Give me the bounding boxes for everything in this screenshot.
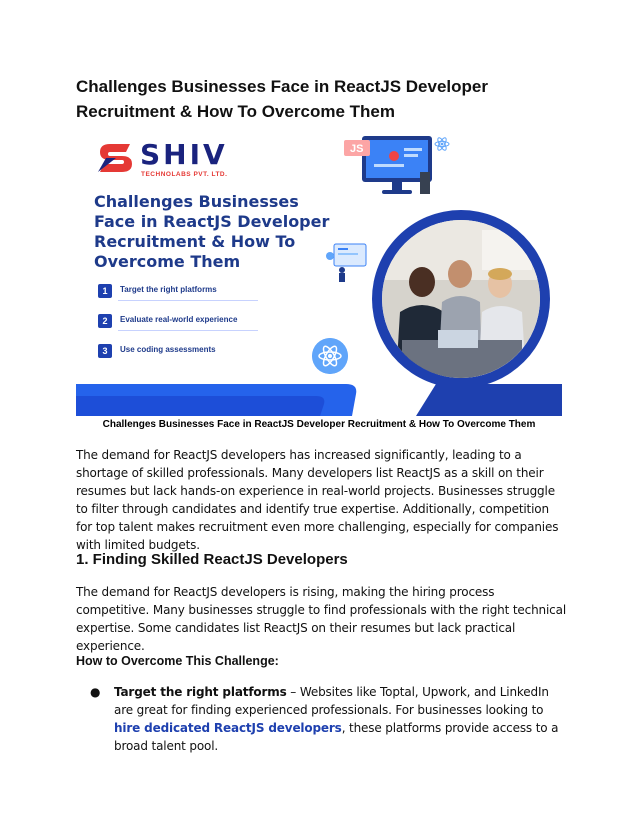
team-photo-image — [382, 220, 540, 378]
banner-list-item — [98, 312, 318, 338]
banner-list-item — [98, 342, 318, 368]
divider — [118, 300, 258, 301]
bullet-text: – Websites like Toptal, Upwork, and LinkedIn are great for finding experienced professionals. For businesses looking to — [114, 685, 549, 717]
item-number: 2 — [98, 314, 112, 328]
banner-image — [76, 132, 562, 416]
logo-text: SHIV — [140, 138, 228, 171]
monitor-label: JS — [350, 143, 364, 155]
react-badge-icon — [312, 338, 348, 374]
section-paragraph: The demand for ReactJS developers is rising, making the hiring process competitive. Many businesses struggle to find professionals with the right technical expertise. Some candidates list ReactJS on their resumes but lack practical experience. — [76, 585, 567, 653]
section-heading: 1. Finding Skilled ReactJS Developers — [76, 551, 348, 568]
intro-paragraph: The demand for ReactJS developers has increased significantly, leading to a shortage of skilled professionals. Many developers list ReactJS as a skill on their resumes but lack hands-on experience in real-world projects. Businesses struggle to filter through candidates and identify true expertise. Additionally, competition for top talent makes recruitment even more challenging, especially for companies with limited budgets. — [76, 448, 559, 552]
logo-mark-icon — [96, 142, 136, 174]
document-title: Challenges Businesses Face in ReactJS Developer Recruitment & How To Overcome Them — [76, 77, 488, 121]
item-label: Evaluate real-world experience — [120, 315, 238, 324]
divider — [118, 330, 258, 331]
section-subheading: How to Overcome This Challenge: — [76, 654, 279, 668]
image-caption: Challenges Businesses Face in ReactJS Developer Recruitment & How To Overcome Them — [102, 419, 536, 430]
bullet-text-end: , these platforms provide access to a broad talent pool. — [114, 721, 559, 753]
hire-developers-link[interactable]: hire dedicated ReactJS developers — [114, 721, 342, 735]
bullet-list — [76, 683, 566, 755]
developer-illustration-icon — [324, 242, 368, 282]
item-label: Target the right platforms — [120, 285, 217, 294]
banner-bottom-band — [76, 384, 562, 416]
company-logo — [96, 138, 296, 182]
item-number: 1 — [98, 284, 112, 298]
monitor-illustration-icon — [344, 132, 444, 198]
list-item — [76, 683, 566, 755]
banner-heading: Challenges Businesses Face in ReactJS Developer Recruitment & How To Overcome Them — [94, 192, 330, 271]
logo-subtitle: TECHNOLABS PVT. LTD. — [141, 171, 228, 178]
react-icon — [434, 136, 450, 152]
banner-list-item — [98, 282, 318, 308]
bullet-bold-text: Target the right platforms — [114, 685, 287, 699]
bullet-dot-icon: ● — [90, 685, 101, 699]
item-label: Use coding assessments — [120, 345, 216, 354]
team-photo — [382, 220, 540, 378]
item-number: 3 — [98, 344, 112, 358]
banner-list — [98, 282, 318, 372]
